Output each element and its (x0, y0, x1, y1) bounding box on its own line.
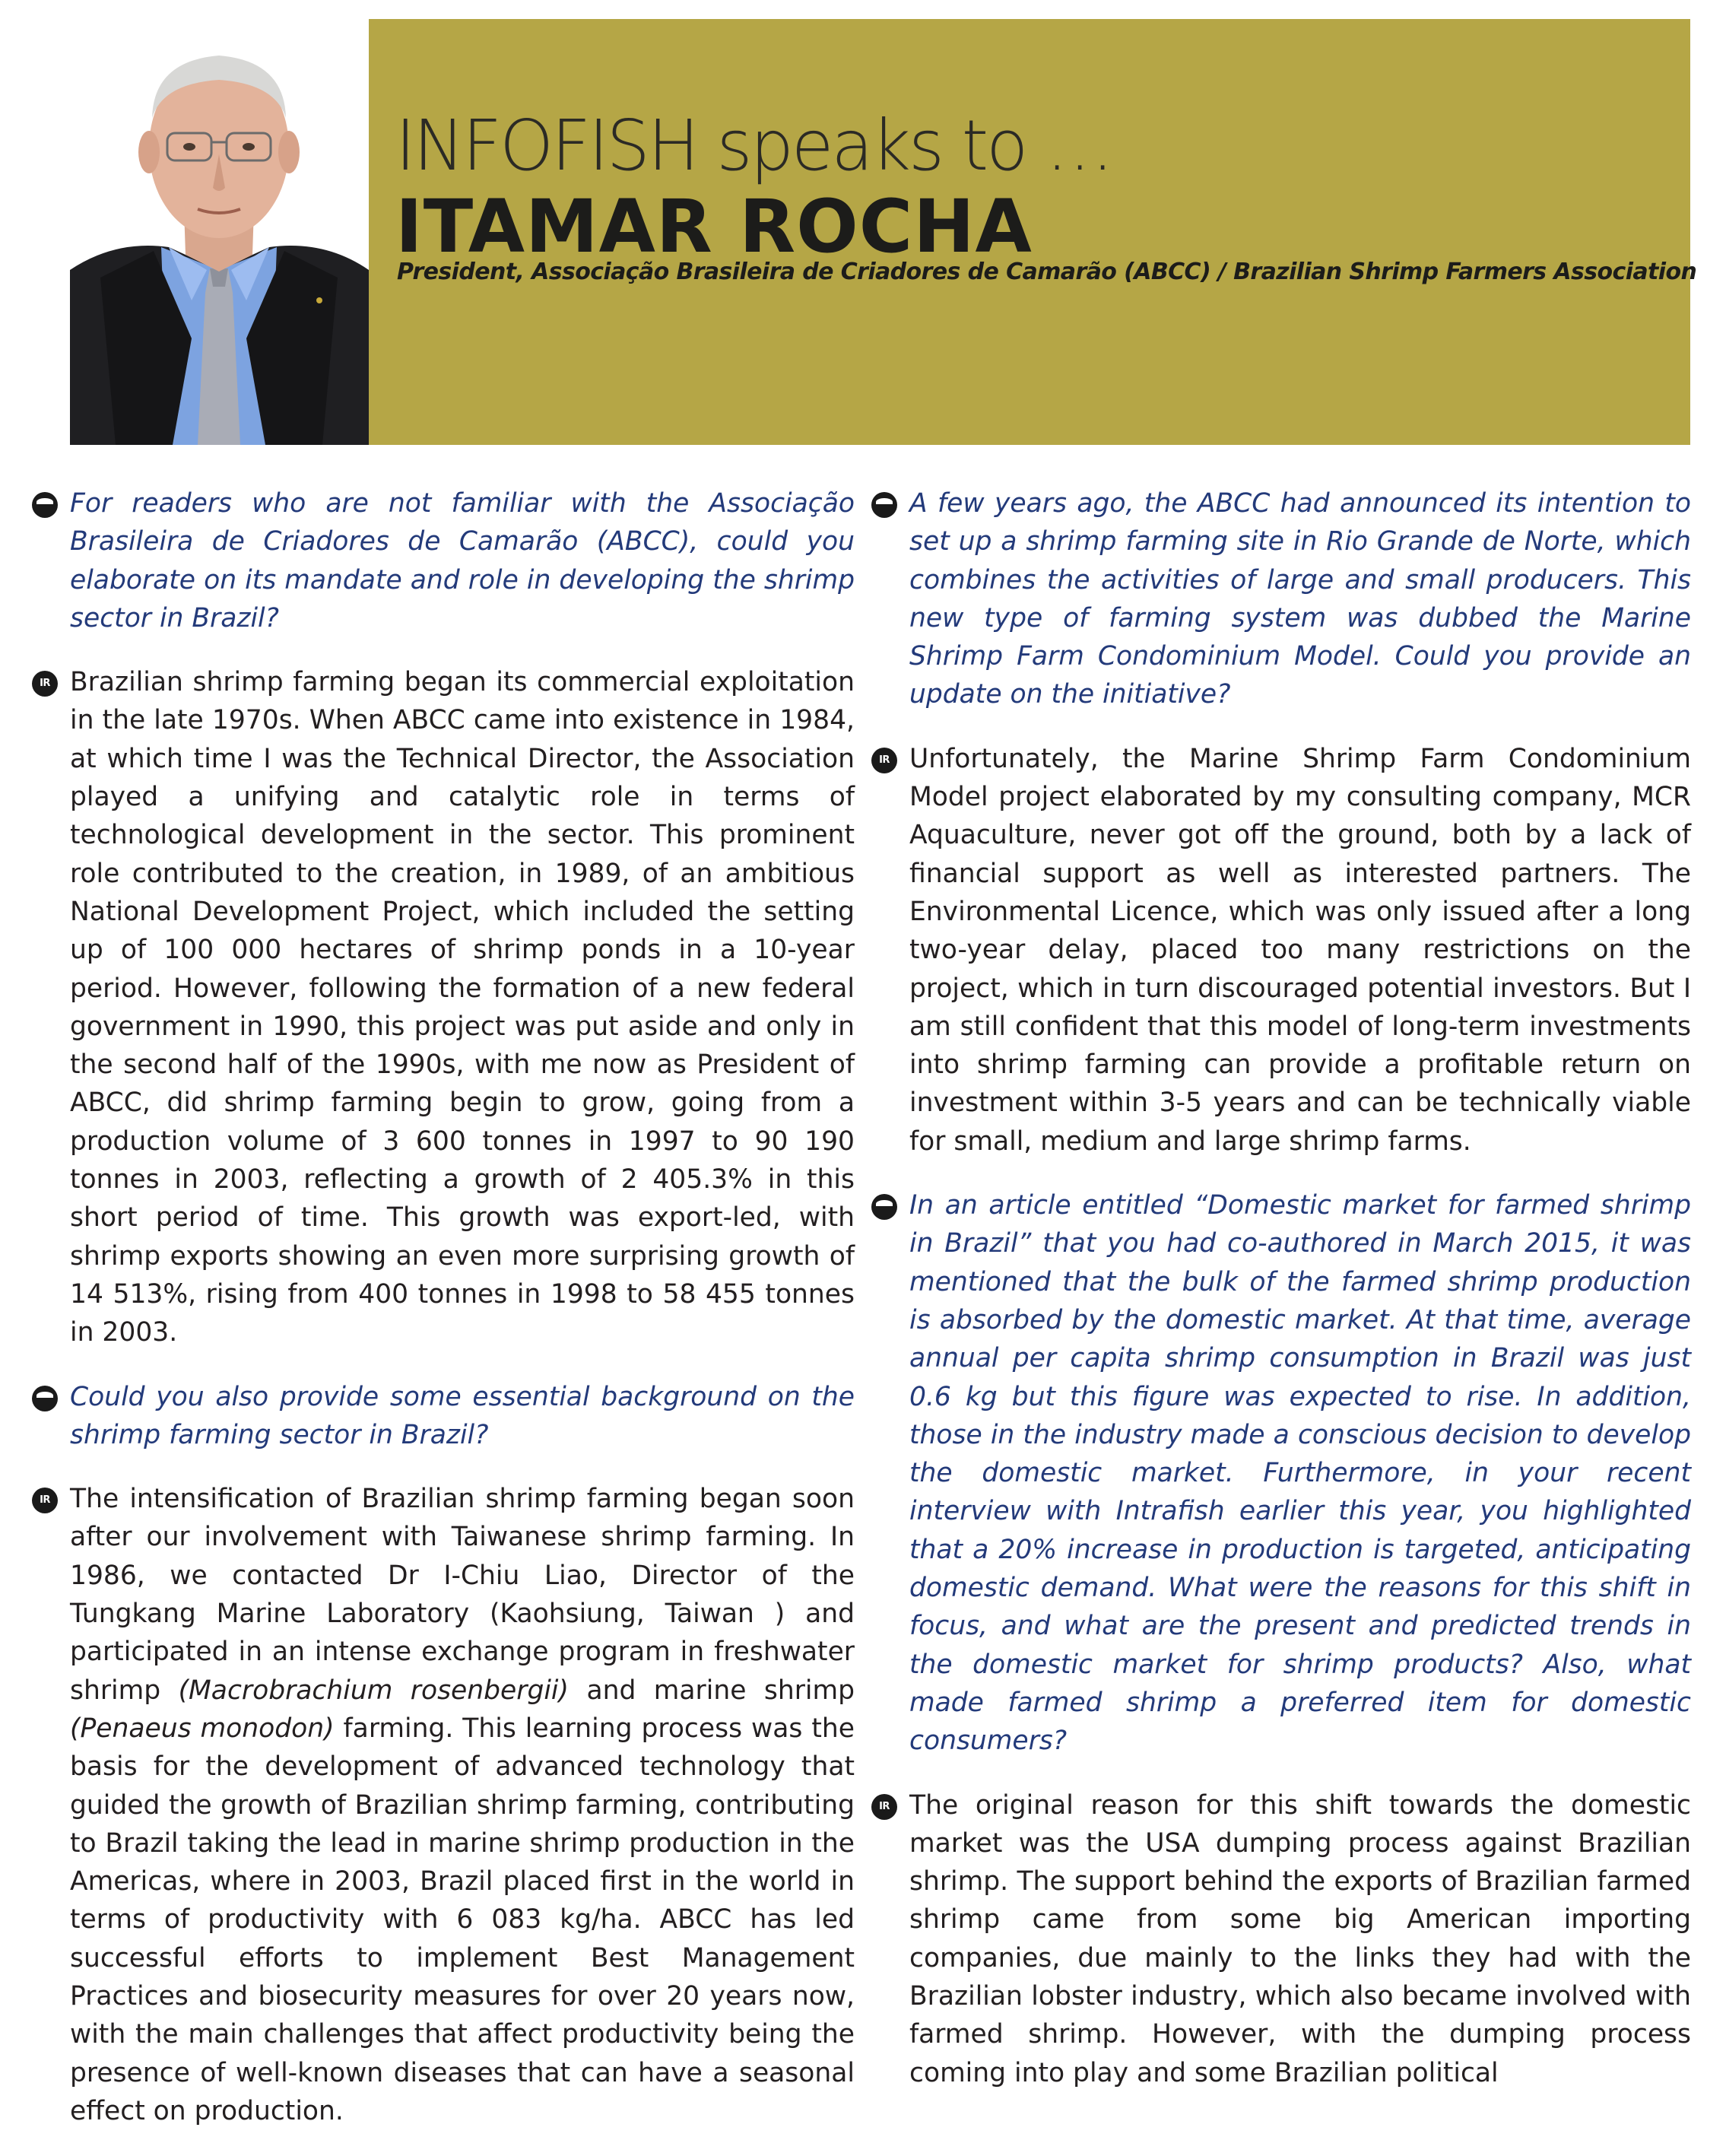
question-icon (32, 1386, 58, 1411)
question-text: For readers who are not familiar with the Associação Brasileira de Criadores de Camarão (ABCC), could you elaborate on its mandate and role in developing the shrimp sector in Brazil? (70, 488, 855, 633)
interview-kicker: INFOFISH speaks to … (395, 105, 1112, 186)
question-block (70, 1378, 855, 1455)
answer-initials-icon: IR (32, 671, 58, 697)
answer-block (879, 1786, 1691, 2092)
portrait-photo (70, 19, 369, 445)
answer-text-part: The intensification of Brazilian shrimp farming began soon after our involvement with Taiwanese shrimp farming. In 1986, we contacted Dr I-Chiu Liao, Director of the Tungkang Marine Laboratory (Kaohsiung, Taiwan ) and participated in an intense exchange program in freshwater shrimp (70, 1484, 855, 1706)
answer-text-part: and marine shrimp (568, 1675, 855, 1706)
answer-initials-icon: IR (871, 748, 897, 773)
question-block (909, 484, 1691, 714)
answer-block (40, 1480, 855, 2130)
question-text: Could you also provide some essential background on the shrimp farming sector in Brazil? (70, 1381, 855, 1450)
interviewee-name: ITAMAR ROCHA (395, 184, 1033, 269)
question-icon (32, 492, 58, 518)
question-text: A few years ago, the ABCC had announced its intention to set up a shrimp farming site in Rio Grande de Norte, which combines the activities of large and small producers. This new type of farming system was dubbed the Marine Shrimp Farm Condominium Model. Could you provide an update on the initiative? (909, 488, 1691, 710)
question-block (909, 1186, 1691, 1760)
question-text: In an article entitled “Domestic market for farmed shrimp in Brazil” that you had co-authored in March 2015, it was mentioned that the bulk of the farmed shrimp production is absorbed by the domestic market. At that time, average annual per capita shrimp consumption in Brazil was just 0.6 kg but this figure was expected to rise. In addition, those in the industry made a conscious decision to develop the domestic market. Furthermore, in your recent interview with Intrafish earlier this year, you highlighted that a 20% increase in production is targeted, anticipating domestic demand. What were the reasons for this shift in focus, and what are the present and predicted trends in the domestic market for shrimp products? Also, what made farmed shrimp a preferred item for domestic consumers? (909, 1190, 1691, 1757)
species-name: (Penaeus monodon) (70, 1713, 335, 1744)
question-block (70, 484, 855, 637)
right-column (879, 484, 1691, 2118)
answer-initials-icon: IR (32, 1488, 58, 1513)
answer-initials-icon: IR (871, 1794, 897, 1820)
answer-block (40, 663, 855, 1351)
question-icon (871, 492, 897, 518)
left-column (40, 484, 855, 2156)
portrait-illustration (70, 19, 369, 445)
answer-text-part: farming. This learning process was the basis for the development of advanced technology that guided the growth of Brazilian shrimp farming, contributing to Brazil taking the lead in marine shrimp production in the Americas, where in 2003, Brazil placed first in the world in terms of productivity with 6 083 kg/ha. ABCC has led successful efforts to implement Best Management Practices and biosecurity measures for over 20 years now, with the main challenges that affect productivity being the presence of well-known diseases that can have a seasonal effect on production. (70, 1713, 855, 2126)
interviewee-role: President, Associação Brasileira de Criadores de Camarão (ABCC) / Brazilian Shrimp Farmers Association (397, 259, 1697, 285)
answer-text (70, 1480, 855, 2130)
answer-text: Unfortunately, the Marine Shrimp Farm Condominium Model project elaborated by my consulting company, MCR Aquaculture, never got off the ground, both by a lack of financial support as well as interested partners. The Environmental Licence, which was only issued after a long two-year delay, placed too many restrictions on the project, which in turn discouraged potential investors. But I am still confident that this model of long-term investments into shrimp farming can provide a profitable return on investment within 3-5 years and can be technically viable for small, medium and large shrimp farms. (909, 743, 1691, 1157)
answer-text: Brazilian shrimp farming began its commercial exploitation in the late 1970s. When ABCC came into existence in 1984, at which time I was the Technical Director, the Association played a unifying and catalytic role in terms of technological development in the sector. This prominent role contributed to the creation, in 1989, of an ambitious National Development Project, which included the setting up of 100 000 hectares of shrimp ponds in a 10-year period. However, following the formation of a new federal government in 1990, this project was put aside and only in the second half of the 1990s, with me now as President of ABCC, did shrimp farming begin to grow, going from a production volume of 3 600 tonnes in 1997 to 90 190 tonnes in 2003, reflecting a growth of 2 405.3% in this short period of time. This growth was export-led, with shrimp exports showing an even more surprising growth of 14 513%, rising from 400 tonnes in 1998 to 58 455 tonnes in 2003. (70, 667, 855, 1348)
question-icon (871, 1194, 897, 1220)
answer-text: The original reason for this shift towards the domestic market was the USA dumping process against Brazilian shrimp. The support behind the exports of Brazilian farmed shrimp came from some big American importing companies, due mainly to the links they had with the Brazilian lobster industry, which also became involved with farmed shrimp. However, with the dumping process coming into play and some Brazilian political (909, 1789, 1691, 2088)
species-name: (Macrobrachium rosenbergii) (178, 1675, 569, 1706)
answer-block (879, 740, 1691, 1161)
